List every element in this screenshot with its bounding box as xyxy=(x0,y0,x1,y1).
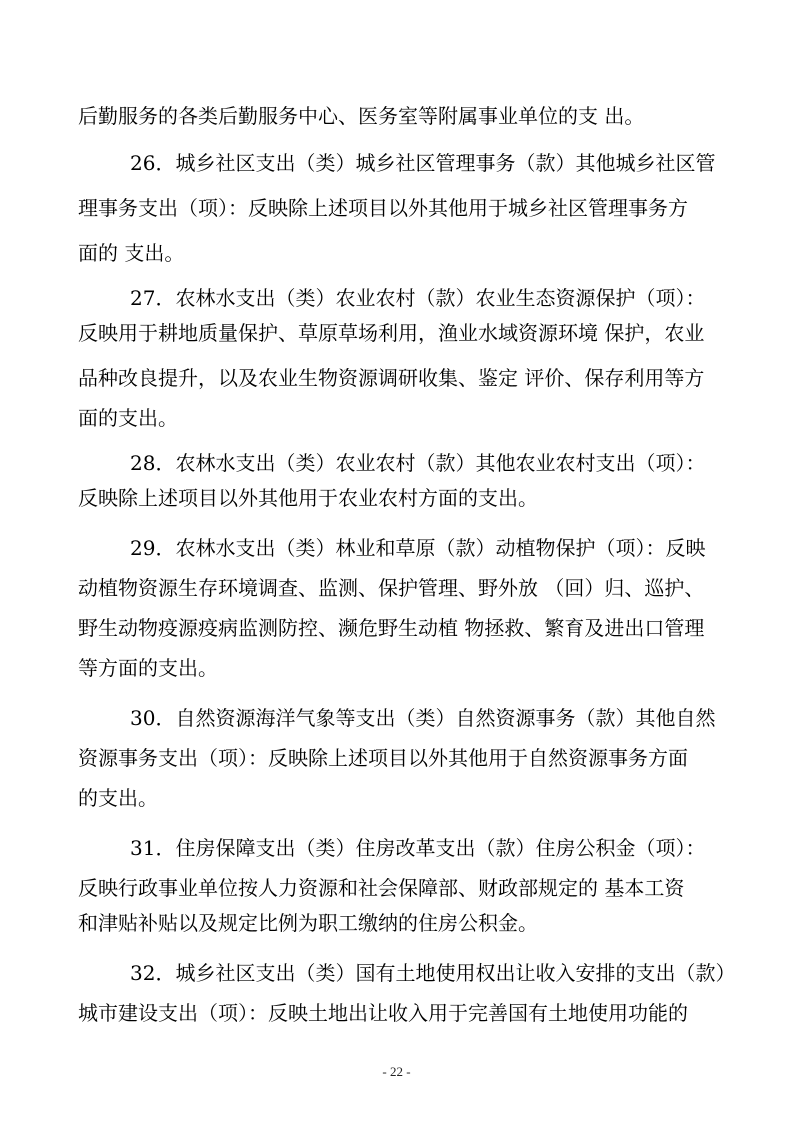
paragraph-line: 面的 支出。 xyxy=(78,241,185,265)
paragraph-line: 反映用于耕地质量保护、草原草场利用，渔业水域资源环境 保护，农业 xyxy=(78,321,705,345)
page-number: - 22 - xyxy=(382,1064,411,1079)
paragraph-line: 32．城乡社区支出（类）国有土地使用权出让收入安排的支出（款） xyxy=(130,961,736,985)
paragraph-line: 28．农林水支出（类）农业农村（款）其他农业农村支出（项）： xyxy=(130,451,706,475)
paragraph-line: 和津贴补贴以及规定比例为职工缴纳的住房公积金。 xyxy=(78,911,538,935)
paragraph-line: 27．农林水支出（类）农业农村（款）农业生态资源保护（项）： xyxy=(130,286,706,310)
paragraph-line: 等方面的支出。 xyxy=(78,656,218,680)
paragraph-line: 31．住房保障支出（类）住房改革支出（款）住房公积金（项）： xyxy=(130,836,706,860)
paragraph-line: 资源事务支出（项）：反映除上述项目以外其他用于自然资源事务方面 xyxy=(78,746,688,770)
paragraph-line: 29．农林水支出（类）林业和草原（款）动植物保护（项）：反映 xyxy=(130,536,706,560)
paragraph-line: 反映除上述项目以外其他用于农业农村方面的支出。 xyxy=(78,486,538,510)
paragraph-line: 的支出。 xyxy=(78,786,158,810)
paragraph-line: 30．自然资源海洋气象等支出（类）自然资源事务（款）其他自然 xyxy=(130,706,716,730)
paragraph-line: 理事务支出（项）：反映除上述项目以外其他用于城乡社区管理事务方 xyxy=(78,196,688,220)
paragraph-line: 26．城乡社区支出（类）城乡社区管理事务（款）其他城乡社区管 xyxy=(130,151,716,175)
paragraph-line: 野生动物疫源疫病监测防控、濒危野生动植 物拯救、繁育及进出口管理 xyxy=(78,616,705,640)
paragraph-line: 后勤服务的各类后勤服务中心、医务室等附属事业单位的支 出。 xyxy=(78,104,645,128)
paragraph-line: 品种改良提升，以及农业生物资源调研收集、鉴定 评价、保存利用等方 xyxy=(78,366,705,390)
paragraph-line: 反映行政事业单位按人力资源和社会保障部、财政部规定的 基本工资 xyxy=(78,876,685,900)
paragraph-line: 动植物资源生存环境调查、监测、保护管理、野外放 （回）归、巡护、 xyxy=(78,576,705,600)
paragraph-line: 城市建设支出（项）：反映土地出让收入用于完善国有土地使用功能的 xyxy=(78,1001,688,1025)
paragraph-line: 面的支出。 xyxy=(78,406,178,430)
